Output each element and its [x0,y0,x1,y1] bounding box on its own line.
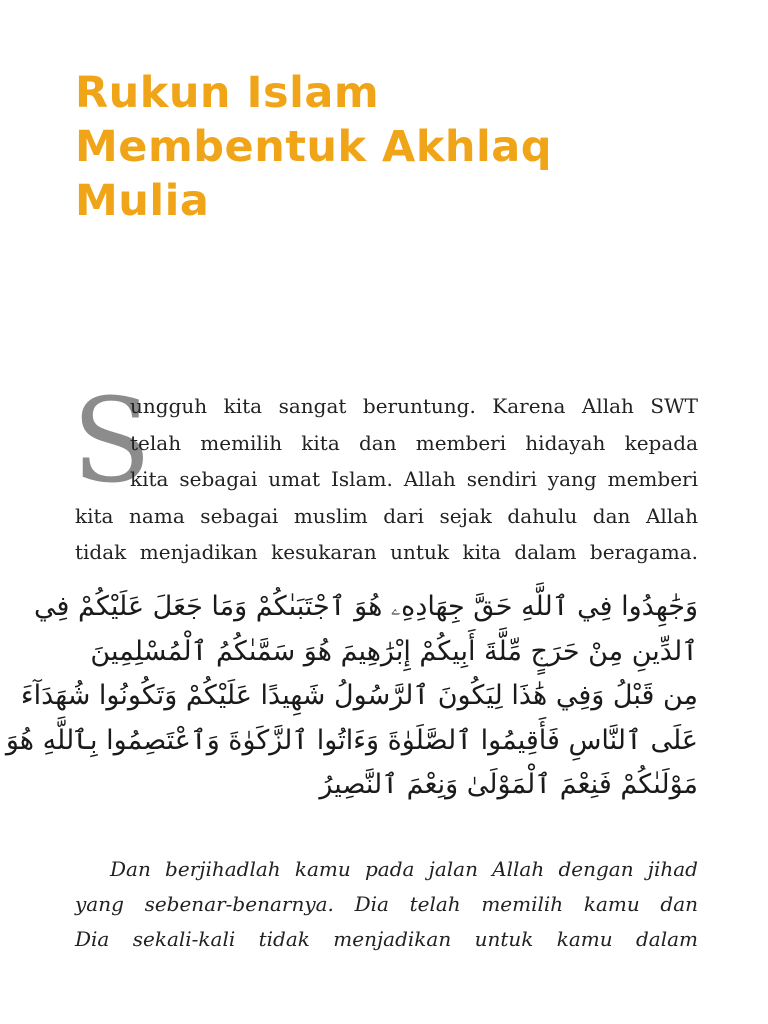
verse-line-1: وَجَٰهِدُوا فِي ٱللَّهِ حَقَّ جِهَادِهِۦ هُوَ ٱجْتَبَىٰكُمْ وَمَا جَعَلَ عَلَيْكُمْ فِي [34,591,698,622]
opening-line-1: ungguh kita sangat beruntung. Karena Allah SWT [130,394,698,418]
chapter-title-line-2: Membentuk Akhlaq [75,122,553,172]
drop-cap: S [72,374,152,509]
verse-line-2: ٱلدِّينِ مِنْ حَرَجٍ مِّلَّةَ أَبِيكُمْ إِبْرَٰهِيمَ هُوَ سَمَّىٰكُمُ ٱلْمُسْلِمِينَ [90,635,698,667]
translation-line-1: Dan berjihadlah kamu pada jalan Allah dengan jihad [110,857,698,881]
opening-paragraph [75,388,698,571]
chapter-title-line-1: Rukun Islam [75,68,380,118]
opening-line-3: kita sebagai umat Islam. Allah sendiri yang memberi [130,467,698,491]
verse-line-5: مَوْلَىٰكُمْ فَنِعْمَ ٱلْمَوْلَىٰ وَنِعْمَ ٱلنَّصِيرُ [319,769,698,800]
chapter-title-line-3: Mulia [75,176,210,226]
opening-line-4: kita nama sebagai muslim dari sejak dahulu dan Allah [75,503,698,528]
quran-verse [5,585,698,808]
opening-line-5: tidak menjadikan kesukaran untuk kita dalam beragama. [75,540,698,564]
translation-line-3: Dia sekali-kali tidak menjadikan untuk kamu dalam [75,927,698,951]
chapter-title [75,66,695,228]
verse-line-3: مِن قَبْلُ وَفِي هَٰذَا لِيَكُونَ ٱلرَّسُولُ شَهِيدًا عَلَيْكُمْ وَتَكُونُوا شُهَدَآءَ [20,680,698,711]
verse-line-4: عَلَى ٱلنَّاسِ فَأَقِيمُوا ٱلصَّلَوٰةَ وَءَاتُوا ٱلزَّكَوٰةَ وَٱعْتَصِمُوا بِٱللَّهِ هُوَ [5,724,698,756]
opening-line-2: telah memilih kita dan memberi hidayah kepada [130,430,698,455]
verse-translation [75,852,698,957]
translation-line-2: yang sebenar-benarnya. Dia telah memilih kamu dan [75,892,698,916]
